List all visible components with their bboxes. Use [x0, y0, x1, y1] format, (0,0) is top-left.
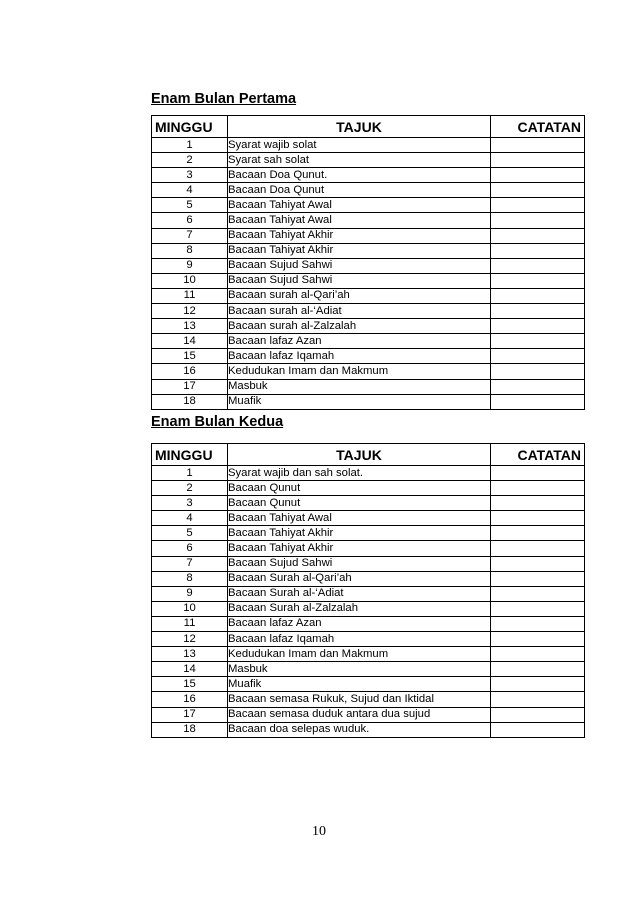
cell-minggu: 6	[152, 213, 228, 228]
table-row	[152, 647, 585, 662]
cell-minggu: 4	[152, 183, 228, 198]
column-header-catatan: CATATAN	[491, 116, 585, 138]
cell-catatan	[491, 511, 585, 526]
cell-catatan	[491, 243, 585, 258]
table-row	[152, 481, 585, 496]
cell-tajuk: Bacaan Qunut	[228, 481, 491, 496]
cell-tajuk: Bacaan Sujud Sahwi	[228, 273, 491, 288]
cell-minggu: 9	[152, 586, 228, 601]
cell-catatan	[491, 334, 585, 349]
cell-catatan	[491, 304, 585, 319]
cell-minggu: 15	[152, 349, 228, 364]
cell-tajuk: Masbuk	[228, 662, 491, 677]
cell-tajuk: Bacaan Sujud Sahwi	[228, 258, 491, 273]
cell-catatan	[491, 677, 585, 692]
cell-tajuk: Bacaan Tahiyat Awal	[228, 198, 491, 213]
cell-minggu: 17	[152, 707, 228, 722]
table-header-row	[152, 444, 585, 466]
cell-tajuk: Masbuk	[228, 379, 491, 394]
column-header-minggu: MINGGU	[152, 116, 228, 138]
cell-tajuk: Bacaan Tahiyat Akhir	[228, 541, 491, 556]
table-row	[152, 304, 585, 319]
cell-tajuk: Bacaan lafaz Iqamah	[228, 632, 491, 647]
cell-tajuk: Bacaan Sujud Sahwi	[228, 556, 491, 571]
cell-minggu: 15	[152, 677, 228, 692]
cell-catatan	[491, 571, 585, 586]
cell-catatan	[491, 722, 585, 737]
cell-tajuk: Bacaan Surah al-Qari’ah	[228, 571, 491, 586]
table-row	[152, 556, 585, 571]
cell-minggu: 17	[152, 379, 228, 394]
table-row	[152, 168, 585, 183]
table-row	[152, 586, 585, 601]
table-header-row	[152, 116, 585, 138]
table-row	[152, 273, 585, 288]
cell-catatan	[491, 168, 585, 183]
cell-catatan	[491, 662, 585, 677]
cell-minggu: 7	[152, 228, 228, 243]
table-row	[152, 379, 585, 394]
cell-catatan	[491, 319, 585, 334]
cell-tajuk: Bacaan lafaz Azan	[228, 334, 491, 349]
table-row	[152, 228, 585, 243]
cell-catatan	[491, 258, 585, 273]
page-number: 10	[312, 824, 326, 839]
table-row	[152, 243, 585, 258]
cell-tajuk: Bacaan Qunut	[228, 496, 491, 511]
table-row	[152, 722, 585, 737]
table-row	[152, 394, 585, 409]
table-row	[152, 677, 585, 692]
cell-catatan	[491, 692, 585, 707]
section-title-first-six-months: Enam Bulan Pertama	[151, 91, 297, 107]
cell-catatan	[491, 541, 585, 556]
table-row	[152, 319, 585, 334]
cell-catatan	[491, 496, 585, 511]
section-title-second-six-months: Enam Bulan Kedua	[151, 414, 284, 430]
table-row	[152, 616, 585, 631]
table-row	[152, 288, 585, 303]
table-row	[152, 571, 585, 586]
cell-catatan	[491, 213, 585, 228]
cell-minggu: 12	[152, 632, 228, 647]
schedule-table-first-six-months	[151, 115, 585, 410]
cell-tajuk: Bacaan surah al-Zalzalah	[228, 319, 491, 334]
cell-minggu: 9	[152, 258, 228, 273]
table-row	[152, 541, 585, 556]
cell-tajuk: Kedudukan Imam dan Makmum	[228, 364, 491, 379]
cell-minggu: 1	[152, 138, 228, 153]
cell-tajuk: Bacaan Doa Qunut	[228, 183, 491, 198]
cell-catatan	[491, 466, 585, 481]
cell-tajuk: Muafik	[228, 677, 491, 692]
cell-minggu: 5	[152, 198, 228, 213]
cell-tajuk: Bacaan Tahiyat Awal	[228, 511, 491, 526]
cell-tajuk: Bacaan surah al-‘Adiat	[228, 304, 491, 319]
table-row	[152, 198, 585, 213]
cell-minggu: 2	[152, 153, 228, 168]
table-row	[152, 183, 585, 198]
cell-minggu: 18	[152, 722, 228, 737]
table-row	[152, 511, 585, 526]
table-row	[152, 213, 585, 228]
cell-catatan	[491, 616, 585, 631]
cell-tajuk: Bacaan doa selepas wuduk.	[228, 722, 491, 737]
cell-minggu: 8	[152, 243, 228, 258]
cell-tajuk: Bacaan Tahiyat Akhir	[228, 228, 491, 243]
table-row	[152, 692, 585, 707]
cell-catatan	[491, 183, 585, 198]
cell-minggu: 11	[152, 288, 228, 303]
cell-minggu: 12	[152, 304, 228, 319]
cell-tajuk: Bacaan semasa Rukuk, Sujud dan Iktidal	[228, 692, 491, 707]
cell-minggu: 8	[152, 571, 228, 586]
table-row	[152, 601, 585, 616]
cell-tajuk: Syarat sah solat	[228, 153, 491, 168]
cell-catatan	[491, 349, 585, 364]
table-row	[152, 153, 585, 168]
cell-minggu: 5	[152, 526, 228, 541]
cell-minggu: 10	[152, 601, 228, 616]
schedule-table-second-six-months	[151, 443, 585, 738]
table-row	[152, 138, 585, 153]
cell-catatan	[491, 379, 585, 394]
table-row	[152, 258, 585, 273]
cell-minggu: 10	[152, 273, 228, 288]
table-row	[152, 662, 585, 677]
cell-minggu: 3	[152, 496, 228, 511]
table-body	[152, 138, 585, 410]
cell-catatan	[491, 556, 585, 571]
table-row	[152, 707, 585, 722]
cell-minggu: 18	[152, 394, 228, 409]
cell-tajuk: Bacaan lafaz Azan	[228, 616, 491, 631]
column-header-minggu: MINGGU	[152, 444, 228, 466]
cell-minggu: 13	[152, 647, 228, 662]
cell-catatan	[491, 288, 585, 303]
cell-catatan	[491, 526, 585, 541]
cell-catatan	[491, 198, 585, 213]
cell-minggu: 1	[152, 466, 228, 481]
cell-tajuk: Bacaan surah al-Qari’ah	[228, 288, 491, 303]
cell-tajuk: Bacaan Doa Qunut.	[228, 168, 491, 183]
cell-catatan	[491, 632, 585, 647]
table-row	[152, 496, 585, 511]
column-header-tajuk: TAJUK	[228, 444, 491, 466]
cell-minggu: 16	[152, 692, 228, 707]
cell-catatan	[491, 707, 585, 722]
cell-tajuk: Syarat wajib dan sah solat.	[228, 466, 491, 481]
column-header-catatan: CATATAN	[491, 444, 585, 466]
cell-catatan	[491, 647, 585, 662]
cell-tajuk: Syarat wajib solat	[228, 138, 491, 153]
cell-catatan	[491, 586, 585, 601]
cell-catatan	[491, 601, 585, 616]
table-row	[152, 526, 585, 541]
cell-minggu: 7	[152, 556, 228, 571]
cell-catatan	[491, 153, 585, 168]
cell-minggu: 4	[152, 511, 228, 526]
cell-tajuk: Kedudukan Imam dan Makmum	[228, 647, 491, 662]
cell-catatan	[491, 394, 585, 409]
cell-tajuk: Bacaan Tahiyat Akhir	[228, 243, 491, 258]
cell-tajuk: Bacaan Surah al-‘Adiat	[228, 586, 491, 601]
cell-minggu: 6	[152, 541, 228, 556]
table-row	[152, 349, 585, 364]
table-row	[152, 632, 585, 647]
cell-minggu: 13	[152, 319, 228, 334]
cell-tajuk: Bacaan Tahiyat Akhir	[228, 526, 491, 541]
cell-catatan	[491, 364, 585, 379]
cell-catatan	[491, 273, 585, 288]
table-body	[152, 466, 585, 738]
cell-minggu: 14	[152, 334, 228, 349]
cell-catatan	[491, 228, 585, 243]
column-header-tajuk: TAJUK	[228, 116, 491, 138]
cell-minggu: 16	[152, 364, 228, 379]
cell-tajuk: Bacaan semasa duduk antara dua sujud	[228, 707, 491, 722]
cell-minggu: 14	[152, 662, 228, 677]
cell-catatan	[491, 481, 585, 496]
cell-minggu: 3	[152, 168, 228, 183]
cell-tajuk: Bacaan Surah al-Zalzalah	[228, 601, 491, 616]
table-row	[152, 466, 585, 481]
table-row	[152, 334, 585, 349]
cell-minggu: 2	[152, 481, 228, 496]
cell-tajuk: Muafik	[228, 394, 491, 409]
cell-tajuk: Bacaan lafaz Iqamah	[228, 349, 491, 364]
cell-tajuk: Bacaan Tahiyat Awal	[228, 213, 491, 228]
cell-minggu: 11	[152, 616, 228, 631]
cell-catatan	[491, 138, 585, 153]
table-row	[152, 364, 585, 379]
